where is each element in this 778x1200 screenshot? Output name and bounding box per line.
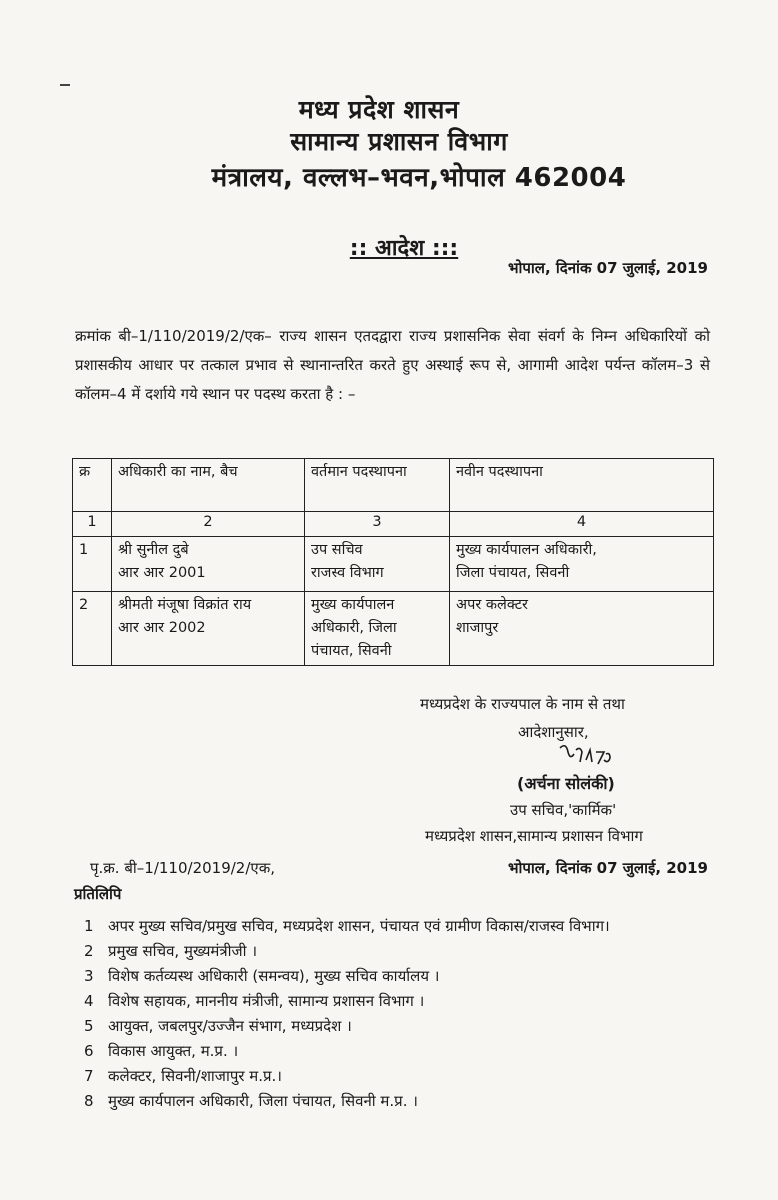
current-posting-line: पंचायत, सिवनी xyxy=(311,643,392,659)
signature-order-line: आदेशानुसार, xyxy=(518,723,589,741)
list-item-text: विकास आयुक्त, म.प्र. । xyxy=(108,1042,239,1060)
header-new-posting: नवीन पदस्थापना xyxy=(450,459,714,512)
table-row xyxy=(73,537,714,592)
officer-name: श्री सुनील दुबे xyxy=(118,542,189,558)
copy-heading: प्रतिलिपि xyxy=(74,885,122,903)
signatory-designation: उप सचिव,'कार्मिक' xyxy=(510,801,617,819)
handwritten-signature xyxy=(556,742,616,772)
list-item xyxy=(84,1039,724,1064)
list-item xyxy=(84,1064,724,1089)
current-posting-line: अधिकारी, जिला xyxy=(311,620,397,636)
list-item xyxy=(84,914,724,939)
list-item xyxy=(84,939,724,964)
header-address: मंत्रालय, वल्लभ–भवन,भोपाल 462004 xyxy=(211,163,627,193)
list-item xyxy=(84,1089,724,1114)
list-item-text: विशेष कर्तव्यस्थ अधिकारी (समन्वय), मुख्य सचिव कार्यालय । xyxy=(108,967,440,985)
new-posting-cell xyxy=(450,592,714,666)
order-paragraph: क्रमांक बी–1/110/2019/2/एक– राज्य शासन एतदद्वारा राज्य प्रशासनिक सेवा संवर्ग के निम्न अधिकारियों को प्रशासकीय आधार पर तत्काल प्रभाव से स्थानान्तरित करते हुए अस्थाई रूप से, आगामी आदेश पर्यन्त कॉलम–3 से कॉलम–4 में दर्शाये गये स्थान पर पदस्थ करता है : – xyxy=(75,327,710,403)
list-item xyxy=(84,1014,724,1039)
new-posting-line: जिला पंचायत, सिवनी xyxy=(456,565,570,581)
current-posting-line: उप सचिव xyxy=(311,542,363,558)
column-number: 1 xyxy=(73,512,112,537)
header-government: मध्य प्रदेश शासन xyxy=(298,95,460,124)
signature-authority-line: मध्यप्रदेश के राज्यपाल के नाम से तथा xyxy=(420,695,625,713)
serial-cell: 1 xyxy=(73,537,112,592)
column-number: 3 xyxy=(305,512,450,537)
new-posting-line: अपर कलेक्टर xyxy=(456,597,528,613)
new-posting-line: मुख्य कार्यपालन अधिकारी, xyxy=(456,542,597,558)
header-officer: अधिकारी का नाम, बैच xyxy=(112,459,305,512)
officer-cell xyxy=(112,537,305,592)
column-number-row xyxy=(73,512,714,537)
list-item-number: 3 xyxy=(84,967,94,985)
list-item xyxy=(84,989,724,1014)
column-number: 4 xyxy=(450,512,714,537)
header-department: सामान्य प्रशासन विभाग xyxy=(290,127,508,156)
copy-list xyxy=(84,914,724,1114)
list-item-text: अपर मुख्य सचिव/प्रमुख सचिव, मध्यप्रदेश शासन, पंचायत एवं ग्रामीण विकास/राजस्व विभाग। xyxy=(108,917,610,935)
list-item-text: विशेष सहायक, माननीय मंत्रीजी, सामान्य प्रशासन विभाग । xyxy=(108,992,425,1010)
endorsement-number: पृ.क्र. बी–1/110/2019/2/एक, xyxy=(90,859,275,877)
current-posting-cell xyxy=(305,592,450,666)
margin-mark xyxy=(60,84,70,86)
table-row xyxy=(73,592,714,666)
list-item-number: 5 xyxy=(84,1017,94,1035)
current-posting-cell xyxy=(305,537,450,592)
table-header-row xyxy=(73,459,714,512)
list-item-number: 4 xyxy=(84,992,94,1010)
list-item xyxy=(84,964,724,989)
list-item-number: 7 xyxy=(84,1067,94,1085)
list-item-text: कलेक्टर, सिवनी/शाजापुर म.प्र.। xyxy=(108,1067,282,1085)
current-posting-line: राजस्व विभाग xyxy=(311,565,384,581)
list-item-number: 2 xyxy=(84,942,94,960)
officer-name: श्रीमती मंजूषा विक्रांत राय xyxy=(118,597,252,613)
endorsement-date: भोपाल, दिनांक 07 जुलाई, 2019 xyxy=(507,859,708,877)
officer-batch: आर आर 2001 xyxy=(118,565,206,581)
signatory-department: मध्यप्रदेश शासन,सामान्य प्रशासन विभाग xyxy=(425,827,643,845)
header-serial: क्र xyxy=(73,459,112,512)
list-item-text: प्रमुख सचिव, मुख्यमंत्रीजी । xyxy=(108,942,258,960)
new-posting-line: शाजापुर xyxy=(456,620,499,636)
column-number: 2 xyxy=(112,512,305,537)
list-item-text: मुख्य कार्यपालन अधिकारी, जिला पंचायत, सिवनी म.प्र. । xyxy=(108,1092,418,1110)
posting-table xyxy=(72,458,714,666)
list-item-number: 6 xyxy=(84,1042,94,1060)
list-item-text: आयुक्त, जबलपुर/उज्जैन संभाग, मध्यप्रदेश । xyxy=(108,1017,352,1035)
header-current-posting: वर्तमान पदस्थापना xyxy=(305,459,450,512)
new-posting-cell xyxy=(450,537,714,592)
order-date: भोपाल, दिनांक 07 जुलाई, 2019 xyxy=(507,259,708,277)
officer-batch: आर आर 2002 xyxy=(118,620,206,636)
list-item-number: 1 xyxy=(84,917,94,935)
current-posting-line: मुख्य कार्यपालन xyxy=(311,597,395,613)
order-title: :: आदेश ::: xyxy=(349,236,459,261)
serial-cell: 2 xyxy=(73,592,112,666)
list-item-number: 8 xyxy=(84,1092,94,1110)
officer-cell xyxy=(112,592,305,666)
signatory-name: (अर्चना सोलंकी) xyxy=(517,774,615,793)
